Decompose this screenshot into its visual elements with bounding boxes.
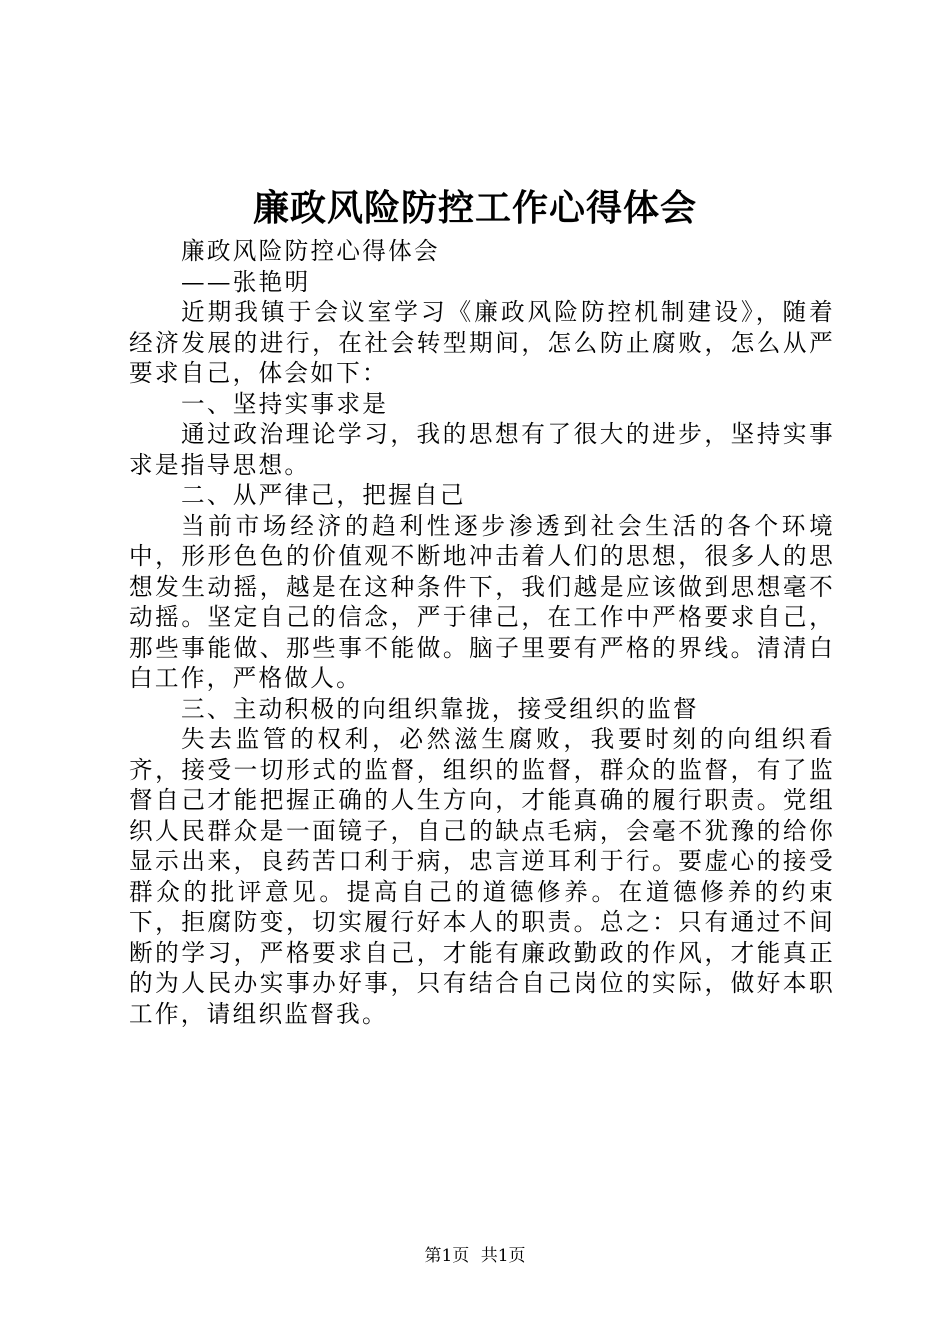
subtitle: 廉政风险防控心得体会: [181, 237, 440, 265]
section-heading-2: 二、从严律己，把握自己: [181, 481, 466, 509]
section-heading-3: 三、主动积极的向组织靠拢，接受组织的监督: [181, 694, 699, 723]
page-number: 第1页: [424, 1246, 470, 1266]
author-line: ——张艳明: [181, 267, 311, 296]
section-heading-1: 一、坚持实事求是: [181, 389, 389, 418]
paragraph-section-1: 通过政治理论学习，我的思想有了很大的进步，坚持实事求是指导思想。: [129, 420, 835, 479]
paragraph-intro: 近期我镇于会议室学习《廉政风险防控机制建设》，随着经济发展的进行，在社会转型期间，怎么防止腐败，怎么从严要求自己，体会如下：: [129, 298, 835, 387]
document-title: 廉政风险防控工作心得体会: [252, 188, 697, 229]
document-body: [129, 236, 835, 1029]
paragraph-section-2: 当前市场经济的趋利性逐步渗透到社会生活的各个环境中，形形色色的价值观不断地冲击着人们的思想，很多人的思想发生动摇，越是在这种条件下，我们越是应该做到思想毫不动摇。坚定自己的信念，严于律己，在工作中严格要求自己，那些事能做、那些事不能做。脑子里要有严格的界线。清清白白工作，严格做人。: [129, 511, 835, 692]
page-total: 共1页: [480, 1246, 526, 1266]
page-footer: [0, 1245, 950, 1267]
paragraph-section-3: 失去监管的权利，必然滋生腐败，我要时刻的向组织看齐，接受一切形式的监督，组织的监督，群众的监督，有了监督自己才能把握正确的人生方向，才能真确的履行职责。党组织人民群众是一面镜子，自己的缺点毛病，会毫不犹豫的给你显示出来，良药苦口利于病，忠言逆耳利于行。要虚心的接受群众的批评意见。提高自己的道德修养。在道德修养的约束下，拒腐防变，切实履行好本人的职责。总之：只有通过不间断的学习，严格要求自己，才能有廉政勤政的作风，才能真正的为人民办实事办好事，只有结合自己岗位的实际，做好本职工作，请组织监督我。: [129, 725, 835, 1028]
